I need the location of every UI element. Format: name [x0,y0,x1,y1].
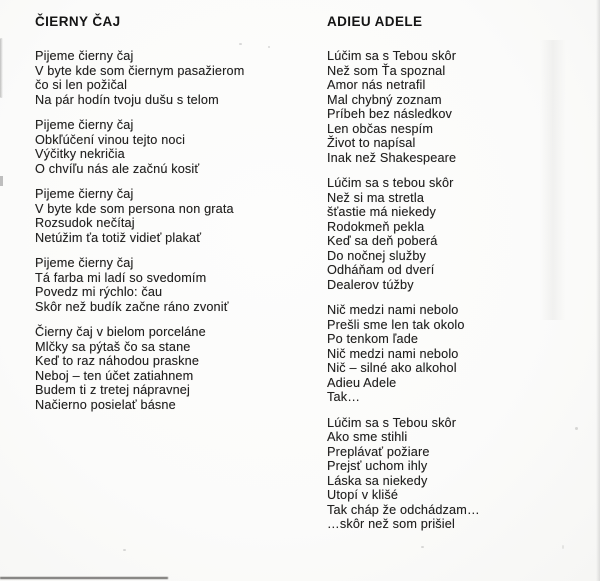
lyric-line: Na pár hodín tvoju dušu s telom [35,92,219,107]
lyric-line: Povedz mi rýchlo: čau [35,285,163,299]
scan-right-edge-shadow [596,0,600,581]
lyric-line: Tak cháp že odchádzam… [327,502,480,517]
lyric-line: Nič medzi nami nebolo [327,303,459,317]
lyrics-column-left [35,14,244,423]
lyric-line: Rozsudok nečítaj [35,216,135,230]
lyric-line: Do nočnej služby [327,248,427,263]
lyric-line: šťastie má niekedy [327,205,437,219]
lyric-line: Tá farba mi ladí so svedomím [35,270,207,285]
lyric-line: čo si len požičal [35,78,128,92]
lyric-line: Tak… [327,390,361,404]
stanza [327,416,480,532]
lyric-line: Netúžim ťa totiž vidieť plakať [35,230,202,245]
lyric-line: Preplávať požiare [327,444,430,459]
lyric-line: V byte kde som persona non grata [35,201,234,216]
lyric-line: Po tenkom ľade [327,332,419,346]
lyric-line: Keď to raz náhodou praskne [35,354,200,368]
lyric-line: Skôr než budík začne ráno zvoniť [35,299,229,314]
lyric-line: Než si ma stretla [327,190,425,205]
lyric-line: Adieu Adele [327,375,397,390]
scan-paper-shading [540,40,566,320]
lyric-line: Rodokmeň pekla [327,219,425,234]
stanza [35,256,244,314]
lyric-line: O chvíľu nás ale začnú kosiť [35,161,200,176]
lyric-line: Len občas nespím [327,121,434,136]
lyric-line: Mlčky sa pýtaš čo sa stane [35,339,191,354]
scan-left-edge-artifact [0,38,3,98]
scan-bottom-edge-line [0,577,168,579]
stanza [35,187,244,245]
song-title-cierny-caj: ČIERNY ČAJ [35,14,121,29]
lyric-line: Odháňam od dverí [327,263,435,277]
lyric-line: Čierny čaj v bielom porceláne [35,325,206,339]
lyric-line: Príbeh bez následkov [327,107,453,121]
lyric-line: Život to napísal [327,136,416,150]
lyric-line: Budem ti z tretej nápravnej [35,383,190,397]
lyric-line: Nič – silné ako alkohol [327,361,457,375]
lyric-line: Láska sa niekedy [327,473,428,488]
lyric-line: Keď sa deň poberá [327,234,438,248]
lyric-line: Prejsť uchom ihly [327,459,428,473]
lyric-line: …skôr než som prišiel [327,517,455,531]
lyric-line: Nič medzi nami nebolo [327,346,459,361]
lyric-line: Amor nás netrafil [327,78,426,92]
scan-speckle [575,427,578,430]
lyric-line: Pijeme čierny čaj [35,256,134,270]
scan-speckle [268,46,270,48]
song-title-adieu-adele: ADIEU ADELE [327,14,423,29]
lyric-line: Ako sme stihli [327,430,408,444]
lyrics-column-right [327,14,480,543]
stanza [35,325,244,412]
stanza [327,303,480,405]
lyric-line: Lúčim sa s Tebou skôr [327,49,457,63]
lyric-line: Inak než Shakespeare [327,150,457,165]
lyric-line: V byte kde som čiernym pasažierom [35,63,245,78]
lyric-line: Pijeme čierny čaj [35,49,134,63]
stanza [327,176,480,292]
scan-speckle [562,545,564,549]
stanza [35,118,244,176]
scan-left-edge-speck [0,176,3,186]
scan-speckle [421,546,424,548]
lyric-line: Mal chybný zoznam [327,92,442,107]
lyric-line: Obkľúčení vinou tejto noci [35,132,186,147]
lyric-line: Neboj – ten účet zatiahnem [35,368,194,383]
stanza [35,49,244,107]
lyric-line: Lúčim sa s tebou skôr [327,176,454,190]
lyric-line: Výčitky nekričia [35,147,125,161]
lyric-line: Dealerov túžby [327,277,414,292]
scan-speckle [239,43,242,45]
lyric-line: Než som Ťa spoznal [327,63,446,78]
lyric-line: Lúčim sa s Tebou skôr [327,415,457,430]
lyric-line: Pijeme čierny čaj [35,187,134,201]
stanza [327,49,480,165]
lyric-line: Prešli sme len tak okolo [327,317,465,332]
lyric-line: Načierno posielať básne [35,397,176,412]
scan-speckle [123,549,126,551]
lyric-line: Utopí v klišé [327,488,399,502]
lyric-line: Pijeme čierny čaj [35,118,134,132]
